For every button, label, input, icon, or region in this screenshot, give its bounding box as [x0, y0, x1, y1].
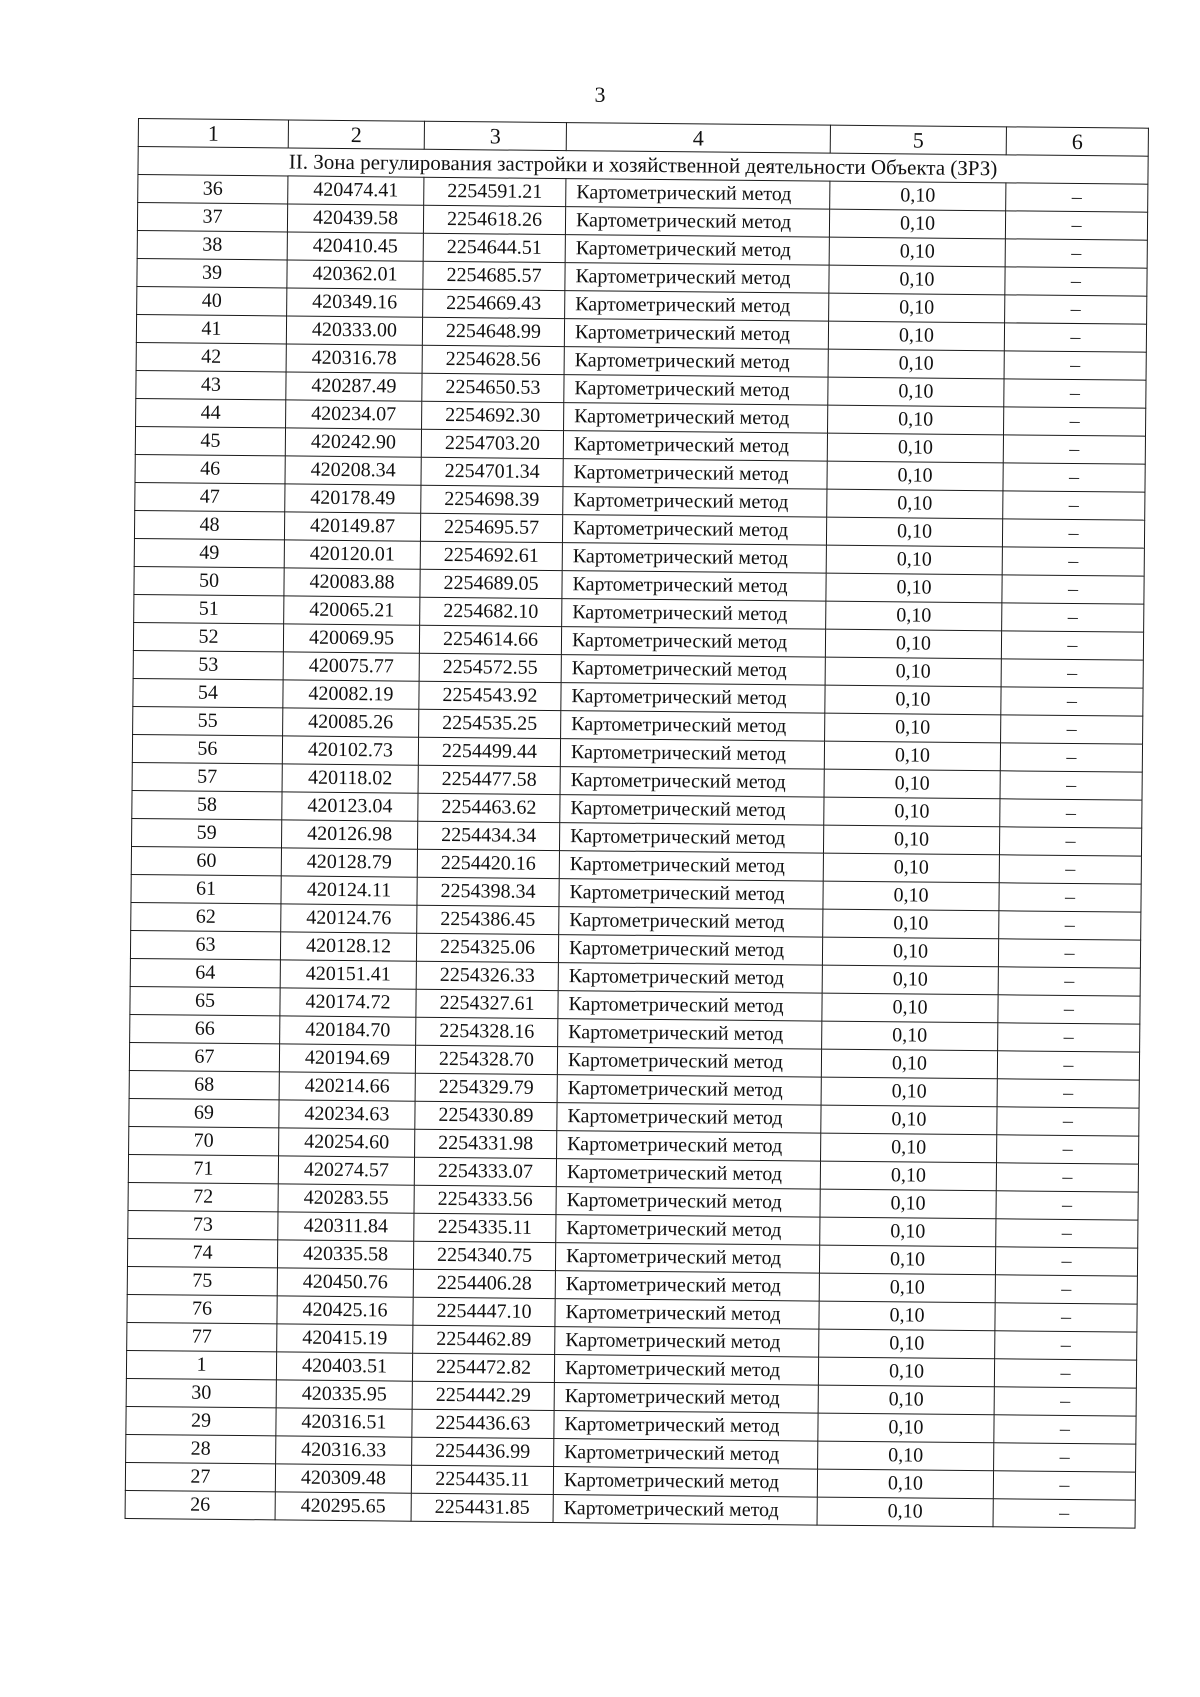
x-coordinate-cell: 420283.55 [278, 1184, 414, 1213]
x-coordinate-cell: 420149.87 [284, 512, 420, 541]
y-coordinate-cell: 2254327.61 [416, 989, 558, 1018]
x-coordinate-cell: 420242.90 [285, 428, 421, 457]
x-coordinate-cell: 420349.16 [287, 288, 423, 317]
accuracy-cell: 0,10 [821, 1049, 997, 1079]
note-cell: – [1002, 603, 1144, 632]
x-coordinate-cell: 420403.51 [276, 1352, 412, 1381]
section-title: II. Зона регулирования застройки и хозяйственной деятельности Объекта (ЗРЗ) [138, 147, 1148, 185]
y-coordinate-cell: 2254650.53 [422, 373, 564, 402]
point-number-cell: 68 [129, 1070, 279, 1099]
note-cell: – [1004, 323, 1146, 352]
x-coordinate-cell: 420075.77 [283, 652, 419, 681]
method-cell: Картометрический метод [564, 319, 828, 350]
accuracy-cell: 0,10 [823, 881, 999, 911]
method-cell: Картометрический метод [562, 543, 826, 574]
method-cell: Картометрический метод [561, 683, 825, 714]
method-cell: Картометрический метод [559, 907, 823, 938]
x-coordinate-cell: 420335.95 [276, 1380, 412, 1409]
accuracy-cell: 0,10 [821, 1105, 997, 1135]
accuracy-cell: 0,10 [824, 769, 1000, 799]
point-number-cell: 72 [128, 1182, 278, 1211]
y-coordinate-cell: 2254442.29 [412, 1381, 554, 1410]
point-number-cell: 61 [131, 874, 281, 903]
method-cell: Картометрический метод [561, 655, 825, 686]
y-coordinate-cell: 2254648.99 [422, 317, 564, 346]
x-coordinate-cell: 420234.07 [286, 400, 422, 429]
point-number-cell: 56 [132, 734, 282, 763]
point-number-cell: 70 [129, 1126, 279, 1155]
y-coordinate-cell: 2254618.26 [423, 205, 565, 234]
point-number-cell: 53 [133, 650, 283, 679]
note-cell: – [999, 855, 1141, 884]
method-cell: Картометрический метод [555, 1327, 819, 1358]
x-coordinate-cell: 420151.41 [280, 960, 416, 989]
method-cell: Картометрический метод [556, 1187, 820, 1218]
accuracy-cell: 0,10 [826, 517, 1002, 547]
method-cell: Картометрический метод [560, 795, 824, 826]
note-cell: – [999, 883, 1141, 912]
note-cell: – [1004, 379, 1146, 408]
column-number: 5 [830, 125, 1006, 155]
method-cell: Картометрический метод [564, 403, 828, 434]
note-cell: – [1002, 519, 1144, 548]
x-coordinate-cell: 420174.72 [280, 988, 416, 1017]
note-cell: – [995, 1247, 1137, 1276]
method-cell: Картометрический метод [558, 1019, 822, 1050]
method-cell: Картометрический метод [553, 1495, 817, 1526]
y-coordinate-cell: 2254703.20 [421, 429, 563, 458]
accuracy-cell: 0,10 [818, 1357, 994, 1387]
accuracy-cell: 0,10 [820, 1161, 996, 1191]
note-cell: – [997, 1079, 1139, 1108]
method-cell: Картометрический метод [558, 963, 822, 994]
accuracy-cell: 0,10 [823, 853, 999, 883]
x-coordinate-cell: 420128.79 [281, 848, 417, 877]
y-coordinate-cell: 2254447.10 [413, 1297, 555, 1326]
accuracy-cell: 0,10 [822, 937, 998, 967]
accuracy-cell: 0,10 [822, 993, 998, 1023]
note-cell: – [997, 1107, 1139, 1136]
accuracy-cell: 0,10 [822, 1021, 998, 1051]
x-coordinate-cell: 420102.73 [282, 736, 418, 765]
method-cell: Картометрический метод [557, 1075, 821, 1106]
accuracy-cell: 0,10 [819, 1245, 995, 1275]
x-coordinate-cell: 420333.00 [286, 316, 422, 345]
x-coordinate-cell: 420362.01 [287, 260, 423, 289]
point-number-cell: 76 [127, 1294, 277, 1323]
x-coordinate-cell: 420254.60 [279, 1128, 415, 1157]
y-coordinate-cell: 2254701.34 [421, 457, 563, 486]
note-cell: – [997, 1135, 1139, 1164]
method-cell: Картометрический метод [555, 1271, 819, 1302]
y-coordinate-cell: 2254436.99 [412, 1437, 554, 1466]
method-cell: Картометрический метод [554, 1439, 818, 1470]
accuracy-cell: 0,10 [829, 209, 1005, 239]
x-coordinate-cell: 420069.95 [283, 624, 419, 653]
point-number-cell: 51 [134, 594, 284, 623]
point-number-cell: 26 [125, 1490, 275, 1519]
y-coordinate-cell: 2254436.63 [412, 1409, 554, 1438]
point-number-cell: 65 [130, 986, 280, 1015]
method-cell: Картометрический метод [557, 1131, 821, 1162]
note-cell: – [1006, 183, 1148, 212]
x-coordinate-cell: 420128.12 [280, 932, 416, 961]
y-coordinate-cell: 2254472.82 [412, 1353, 554, 1382]
accuracy-cell: 0,10 [829, 293, 1005, 323]
note-cell: – [1000, 743, 1142, 772]
x-coordinate-cell: 420450.76 [277, 1268, 413, 1297]
x-coordinate-cell: 420118.02 [282, 764, 418, 793]
column-number: 2 [288, 120, 424, 149]
method-cell: Картометрический метод [565, 291, 829, 322]
note-cell: – [999, 827, 1141, 856]
point-number-cell: 27 [125, 1462, 275, 1491]
y-coordinate-cell: 2254572.55 [419, 653, 561, 682]
accuracy-cell: 0,10 [822, 965, 998, 995]
point-number-cell: 43 [136, 370, 286, 399]
x-coordinate-cell: 420415.19 [277, 1324, 413, 1353]
method-cell: Картометрический метод [555, 1243, 819, 1274]
note-cell: – [1000, 799, 1142, 828]
point-number-cell: 44 [136, 398, 286, 427]
x-coordinate-cell: 420295.65 [275, 1492, 411, 1521]
point-number-cell: 58 [132, 790, 282, 819]
y-coordinate-cell: 2254628.56 [422, 345, 564, 374]
accuracy-cell: 0,10 [817, 1497, 993, 1527]
note-cell: – [1002, 547, 1144, 576]
accuracy-cell: 0,10 [820, 1189, 996, 1219]
accuracy-cell: 0,10 [821, 1133, 997, 1163]
accuracy-cell: 0,10 [825, 713, 1001, 743]
note-cell: – [1000, 771, 1142, 800]
x-coordinate-cell: 420425.16 [277, 1296, 413, 1325]
y-coordinate-cell: 2254329.79 [415, 1073, 557, 1102]
note-cell: – [996, 1191, 1138, 1220]
point-number-cell: 48 [134, 510, 284, 539]
point-number-cell: 59 [132, 818, 282, 847]
point-number-cell: 66 [130, 1014, 280, 1043]
method-cell: Картометрический метод [561, 711, 825, 742]
point-number-cell: 45 [135, 426, 285, 455]
point-number-cell: 55 [133, 706, 283, 735]
x-coordinate-cell: 420287.49 [286, 372, 422, 401]
note-cell: – [1005, 239, 1147, 268]
y-coordinate-cell: 2254333.56 [414, 1185, 556, 1214]
y-coordinate-cell: 2254462.89 [413, 1325, 555, 1354]
y-coordinate-cell: 2254326.33 [416, 961, 558, 990]
x-coordinate-cell: 420184.70 [280, 1016, 416, 1045]
coordinates-table [125, 118, 1149, 1529]
x-coordinate-cell: 420311.84 [278, 1212, 414, 1241]
point-number-cell: 39 [137, 258, 287, 287]
accuracy-cell: 0,10 [818, 1441, 994, 1471]
accuracy-cell: 0,10 [819, 1329, 995, 1359]
point-number-cell: 46 [135, 454, 285, 483]
method-cell: Картометрический метод [559, 823, 823, 854]
method-cell: Картометрический метод [564, 347, 828, 378]
method-cell: Картометрический метод [558, 935, 822, 966]
accuracy-cell: 0,10 [821, 1077, 997, 1107]
y-coordinate-cell: 2254325.06 [416, 933, 558, 962]
note-cell: – [1004, 351, 1146, 380]
method-cell: Картометрический метод [563, 431, 827, 462]
y-coordinate-cell: 2254535.25 [419, 709, 561, 738]
note-cell: – [1002, 575, 1144, 604]
y-coordinate-cell: 2254695.57 [420, 513, 562, 542]
y-coordinate-cell: 2254463.62 [418, 793, 560, 822]
method-cell: Картометрический метод [559, 851, 823, 882]
accuracy-cell: 0,10 [828, 321, 1004, 351]
point-number-cell: 75 [127, 1266, 277, 1295]
method-cell: Картометрический метод [565, 263, 829, 294]
note-cell: – [994, 1387, 1136, 1416]
accuracy-cell: 0,10 [828, 349, 1004, 379]
point-number-cell: 62 [131, 902, 281, 931]
accuracy-cell: 0,10 [824, 797, 1000, 827]
y-coordinate-cell: 2254434.34 [417, 821, 559, 850]
x-coordinate-cell: 420123.04 [282, 792, 418, 821]
point-number-cell: 60 [131, 846, 281, 875]
method-cell: Картометрический метод [554, 1411, 818, 1442]
accuracy-cell: 0,10 [829, 265, 1005, 295]
x-coordinate-cell: 420085.26 [283, 708, 419, 737]
point-number-cell: 30 [126, 1378, 276, 1407]
y-coordinate-cell: 2254477.58 [418, 765, 560, 794]
point-number-cell: 28 [126, 1434, 276, 1463]
y-coordinate-cell: 2254499.44 [418, 737, 560, 766]
y-coordinate-cell: 2254340.75 [413, 1241, 555, 1270]
note-cell: – [995, 1303, 1137, 1332]
point-number-cell: 38 [137, 230, 287, 259]
x-coordinate-cell: 420124.11 [281, 876, 417, 905]
method-cell: Картометрический метод [563, 459, 827, 490]
note-cell: – [999, 911, 1141, 940]
y-coordinate-cell: 2254435.11 [411, 1465, 553, 1494]
method-cell: Картометрический метод [563, 487, 827, 518]
accuracy-cell: 0,10 [825, 657, 1001, 687]
method-cell: Картометрический метод [554, 1355, 818, 1386]
method-cell: Картометрический метод [565, 207, 829, 238]
method-cell: Картометрический метод [556, 1215, 820, 1246]
x-coordinate-cell: 420124.76 [281, 904, 417, 933]
accuracy-cell: 0,10 [827, 433, 1003, 463]
y-coordinate-cell: 2254328.16 [416, 1017, 558, 1046]
column-number: 3 [424, 121, 566, 150]
x-coordinate-cell: 420120.01 [284, 540, 420, 569]
column-number: 6 [1006, 127, 1148, 156]
note-cell: – [998, 1023, 1140, 1052]
x-coordinate-cell: 420316.51 [276, 1408, 412, 1437]
note-cell: – [1005, 295, 1147, 324]
note-cell: – [995, 1275, 1137, 1304]
y-coordinate-cell: 2254420.16 [417, 849, 559, 878]
method-cell: Картометрический метод [560, 767, 824, 798]
method-cell: Картометрический метод [562, 599, 826, 630]
y-coordinate-cell: 2254692.30 [422, 401, 564, 430]
point-number-cell: 1 [126, 1350, 276, 1379]
point-number-cell: 57 [132, 762, 282, 791]
y-coordinate-cell: 2254669.43 [423, 289, 565, 318]
point-number-cell: 52 [133, 622, 283, 651]
accuracy-cell: 0,10 [830, 181, 1006, 211]
point-number-cell: 74 [127, 1238, 277, 1267]
y-coordinate-cell: 2254543.92 [419, 681, 561, 710]
note-cell: – [1001, 631, 1143, 660]
note-cell: – [994, 1443, 1136, 1472]
y-coordinate-cell: 2254328.70 [415, 1045, 557, 1074]
note-cell: – [1001, 715, 1143, 744]
accuracy-cell: 0,10 [824, 741, 1000, 771]
y-coordinate-cell: 2254431.85 [411, 1493, 553, 1522]
x-coordinate-cell: 420335.58 [277, 1240, 413, 1269]
accuracy-cell: 0,10 [820, 1217, 996, 1247]
method-cell: Картометрический метод [558, 991, 822, 1022]
point-number-cell: 47 [135, 482, 285, 511]
method-cell: Картометрический метод [562, 571, 826, 602]
y-coordinate-cell: 2254689.05 [420, 569, 562, 598]
method-cell: Картометрический метод [554, 1383, 818, 1414]
y-coordinate-cell: 2254682.10 [420, 597, 562, 626]
note-cell: – [993, 1471, 1135, 1500]
note-cell: – [997, 1051, 1139, 1080]
x-coordinate-cell: 420410.45 [287, 232, 423, 261]
y-coordinate-cell: 2254644.51 [423, 233, 565, 262]
method-cell: Картометрический метод [557, 1047, 821, 1078]
x-coordinate-cell: 420309.48 [275, 1464, 411, 1493]
point-number-cell: 63 [130, 930, 280, 959]
note-cell: – [994, 1415, 1136, 1444]
note-cell: – [1003, 491, 1145, 520]
note-cell: – [993, 1499, 1135, 1528]
point-number-cell: 64 [130, 958, 280, 987]
method-cell: Картометрический метод [557, 1103, 821, 1134]
y-coordinate-cell: 2254398.34 [417, 877, 559, 906]
y-coordinate-cell: 2254685.57 [423, 261, 565, 290]
point-number-cell: 29 [126, 1406, 276, 1435]
method-cell: Картометрический метод [555, 1299, 819, 1330]
point-number-cell: 37 [137, 203, 287, 232]
accuracy-cell: 0,10 [829, 237, 1005, 267]
x-coordinate-cell: 420194.69 [279, 1044, 415, 1073]
note-cell: – [1005, 211, 1147, 240]
note-cell: – [998, 939, 1140, 968]
note-cell: – [996, 1163, 1138, 1192]
x-coordinate-cell: 420065.21 [284, 596, 420, 625]
method-cell: Картометрический метод [561, 627, 825, 658]
x-coordinate-cell: 420083.88 [284, 568, 420, 597]
note-cell: – [1003, 435, 1145, 464]
method-cell: Картометрический метод [553, 1467, 817, 1498]
method-cell: Картометрический метод [559, 879, 823, 910]
method-cell: Картометрический метод [560, 739, 824, 770]
note-cell: – [995, 1331, 1137, 1360]
y-coordinate-cell: 2254330.89 [415, 1101, 557, 1130]
y-coordinate-cell: 2254331.98 [415, 1129, 557, 1158]
accuracy-cell: 0,10 [827, 489, 1003, 519]
point-number-cell: 77 [127, 1322, 277, 1351]
accuracy-cell: 0,10 [828, 405, 1004, 435]
x-coordinate-cell: 420316.78 [286, 344, 422, 373]
x-coordinate-cell: 420082.19 [283, 680, 419, 709]
point-number-cell: 41 [136, 314, 286, 343]
point-number-cell: 42 [136, 342, 286, 371]
note-cell: – [998, 967, 1140, 996]
accuracy-cell: 0,10 [826, 573, 1002, 603]
method-cell: Картометрический метод [562, 515, 826, 546]
accuracy-cell: 0,10 [825, 685, 1001, 715]
x-coordinate-cell: 420208.34 [285, 456, 421, 485]
accuracy-cell: 0,10 [827, 461, 1003, 491]
accuracy-cell: 0,10 [826, 545, 1002, 575]
accuracy-cell: 0,10 [823, 825, 999, 855]
y-coordinate-cell: 2254698.39 [421, 485, 563, 514]
x-coordinate-cell: 420234.63 [279, 1100, 415, 1129]
note-cell: – [1003, 407, 1145, 436]
table-body [125, 119, 1148, 1529]
point-number-cell: 54 [133, 678, 283, 707]
point-number-cell: 69 [129, 1098, 279, 1127]
note-cell: – [1005, 267, 1147, 296]
x-coordinate-cell: 420439.58 [287, 204, 423, 233]
point-number-cell: 67 [129, 1042, 279, 1071]
accuracy-cell: 0,10 [818, 1385, 994, 1415]
accuracy-cell: 0,10 [819, 1273, 995, 1303]
accuracy-cell: 0,10 [823, 909, 999, 939]
x-coordinate-cell: 420214.66 [279, 1072, 415, 1101]
page-number: 3 [594, 82, 606, 107]
accuracy-cell: 0,10 [826, 601, 1002, 631]
note-cell: – [1001, 659, 1143, 688]
y-coordinate-cell: 2254333.07 [414, 1157, 556, 1186]
method-cell: Картометрический метод [564, 375, 828, 406]
point-number-cell: 73 [128, 1210, 278, 1239]
accuracy-cell: 0,10 [819, 1301, 995, 1331]
y-coordinate-cell: 2254406.28 [413, 1269, 555, 1298]
y-coordinate-cell: 2254692.61 [420, 541, 562, 570]
accuracy-cell: 0,10 [828, 377, 1004, 407]
method-cell: Картометрический метод [565, 235, 829, 266]
x-coordinate-cell: 420178.49 [285, 484, 421, 513]
y-coordinate-cell: 2254386.45 [417, 905, 559, 934]
column-number: 4 [566, 123, 830, 154]
y-coordinate-cell: 2254614.66 [419, 625, 561, 654]
x-coordinate-cell: 420274.57 [278, 1156, 414, 1185]
x-coordinate-cell: 420474.41 [288, 176, 424, 205]
point-number-cell: 40 [137, 286, 287, 315]
method-cell: Картометрический метод [566, 179, 830, 210]
note-cell: – [1003, 463, 1145, 492]
point-number-cell: 50 [134, 566, 284, 595]
note-cell: – [998, 995, 1140, 1024]
note-cell: – [1001, 687, 1143, 716]
x-coordinate-cell: 420316.33 [276, 1436, 412, 1465]
point-number-cell: 49 [134, 538, 284, 567]
accuracy-cell: 0,10 [818, 1413, 994, 1443]
method-cell: Картометрический метод [556, 1159, 820, 1190]
accuracy-cell: 0,10 [817, 1469, 993, 1499]
column-number: 1 [138, 119, 288, 148]
accuracy-cell: 0,10 [825, 629, 1001, 659]
point-number-cell: 71 [128, 1154, 278, 1183]
note-cell: – [996, 1219, 1138, 1248]
y-coordinate-cell: 2254591.21 [424, 177, 566, 206]
coordinates-table-wrapper [125, 118, 1149, 1529]
y-coordinate-cell: 2254335.11 [414, 1213, 556, 1242]
point-number-cell: 36 [138, 175, 288, 204]
note-cell: – [994, 1359, 1136, 1388]
x-coordinate-cell: 420126.98 [282, 820, 418, 849]
